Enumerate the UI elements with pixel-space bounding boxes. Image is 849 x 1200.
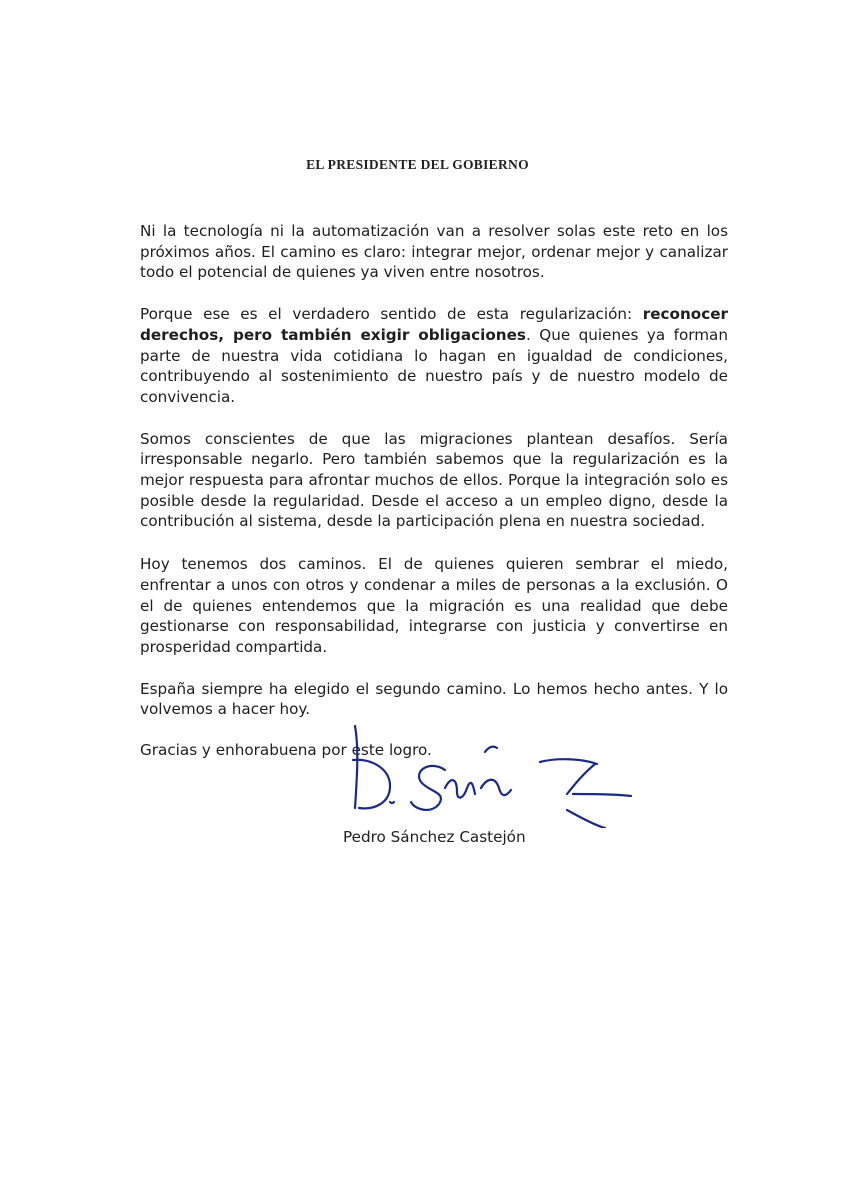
paragraph-5: España siempre ha elegido el segundo camino. Lo hemos hecho antes. Y lo volvemos a hacer hoy. [140,679,728,719]
paragraph-2-rest: . Que quienes ya forman parte de nuestra vida cotidiana lo hagan en igualdad de condiciones, contribuyendo al sostenimiento de nuestro país y de nuestro modelo de convivencia. [140,325,728,406]
paragraph-3: Somos conscientes de que las migraciones plantean desafíos. Sería irresponsable negarlo. Pero también sabemos que la regularización es la mejor respuesta para afrontar muchos de ellos. Porque la integración solo es posible desde la regularidad. Desde el acceso a un empleo digno, desde la contribución al sistema, desde la participación plena en nuestra sociedad. [140,429,728,531]
letter-body [140,221,728,781]
signer-name: Pedro Sánchez Castejón [343,828,526,846]
closing-line: Gracias y enhorabuena por este logro. [140,741,432,760]
paragraph-1: Ni la tecnología ni la automatización van a resolver solas este reto en los próximos años. El camino es claro: integrar mejor, ordenar mejor y canalizar todo el potencial de quienes ya viven entre nosotros. [140,222,728,282]
paragraph-2-emphasis: reconocer derechos, pero también exigir obligaciones [140,305,728,344]
paragraph-2-intro: Porque ese es el verdadero sentido de esta regularización: [140,305,643,324]
handwritten-signature [335,718,645,828]
paragraph-4: Hoy tenemos dos caminos. El de quienes quieren sembrar el miedo, enfrentar a unos con otros y condenar a miles de personas a la exclusión. O el de quienes entendemos que la migración es una realidad que debe gestionarse con responsabilidad, integrarse con justicia y convertirse en prosperidad compartida. [140,555,728,656]
letterhead-title: EL PRESIDENTE DEL GOBIERNO [306,157,529,172]
paragraph-2 [140,304,728,408]
